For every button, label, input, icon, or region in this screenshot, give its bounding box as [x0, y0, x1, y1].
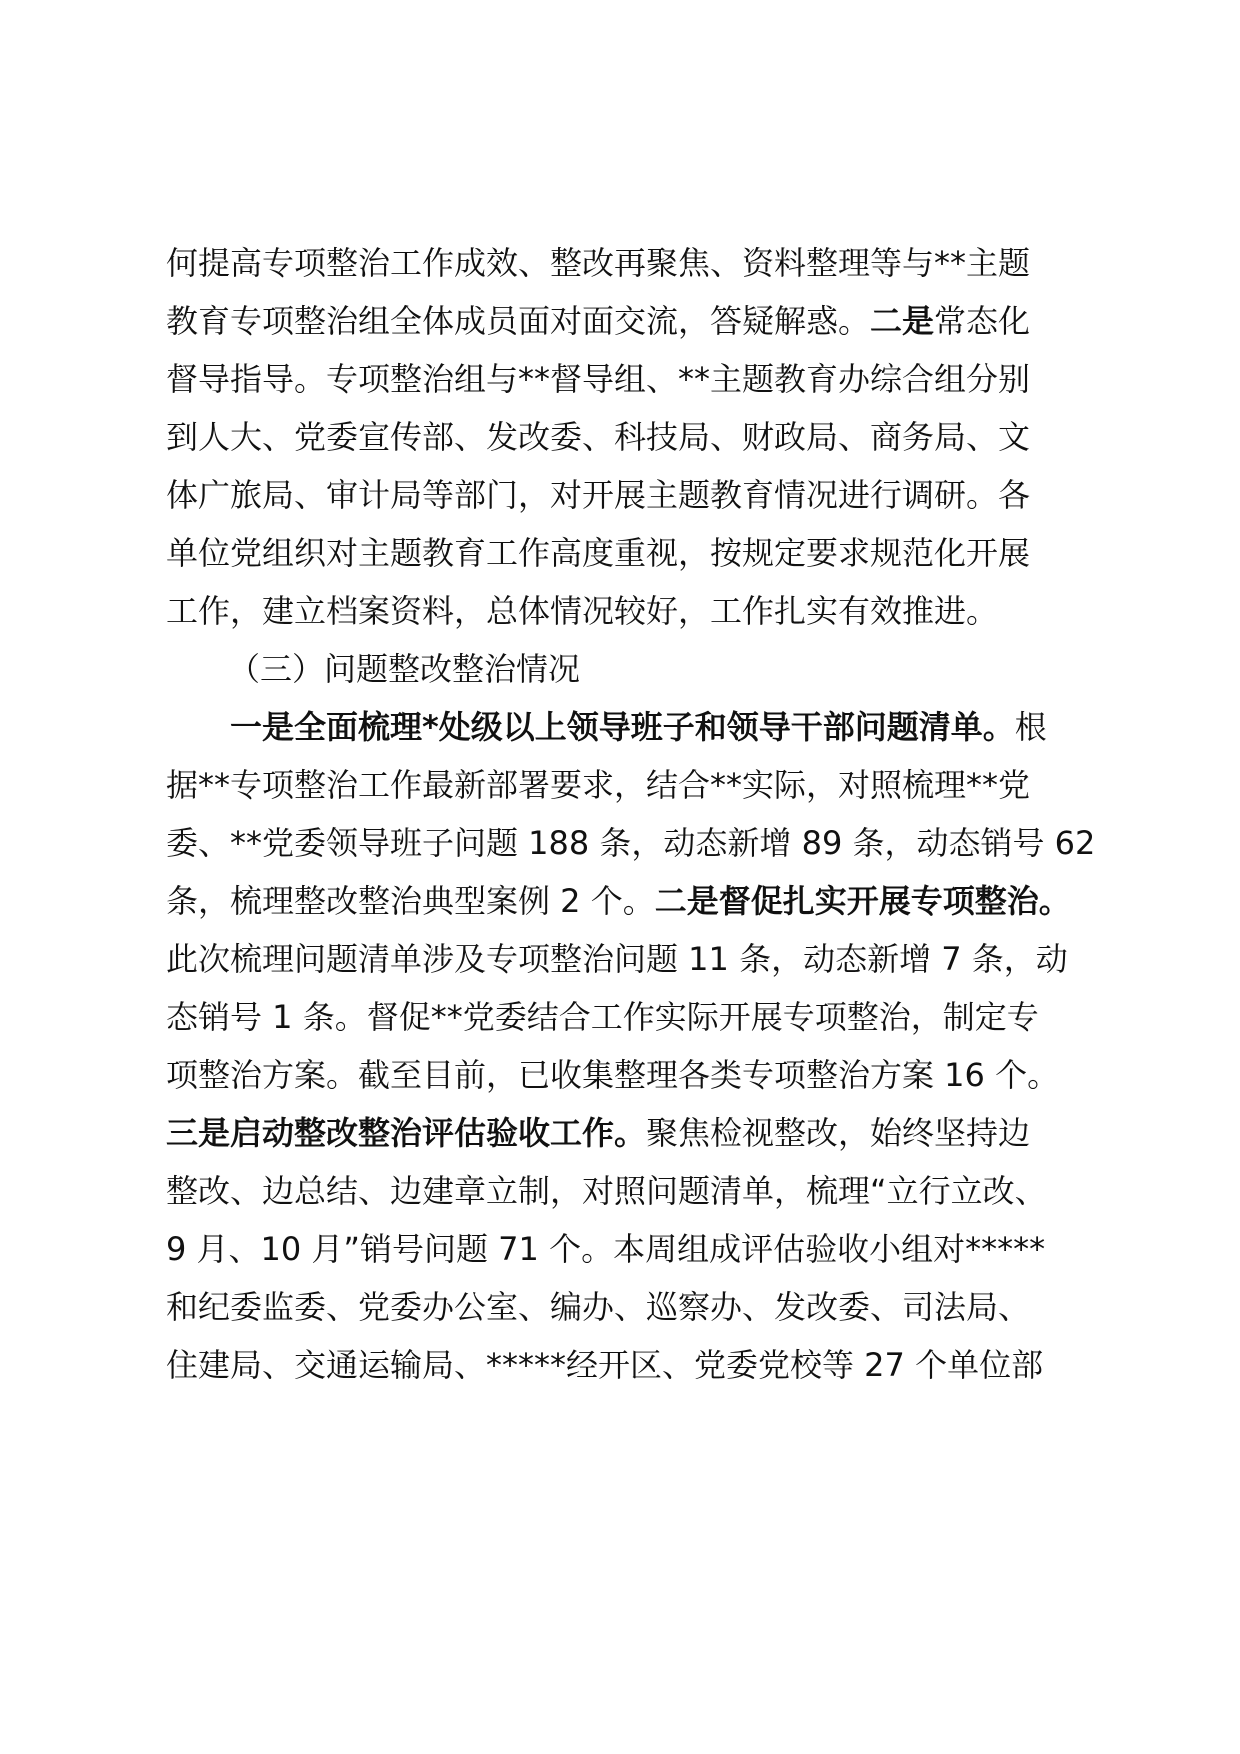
- text-line-11: [166, 820, 1096, 866]
- line-2-text-b: 常态化: [934, 302, 1031, 340]
- line-16-bold-text: 三是启动整改整治评估验收工作。: [166, 1114, 647, 1152]
- text-line-5: [166, 472, 1096, 518]
- line-13-text: 此次梳理问题清单涉及专项整治问题 11 条，动态新增 7 条，动: [166, 940, 1068, 978]
- line-14-text: 态销号 1 条。督促**党委结合工作实际开展专项整治，制定专: [166, 998, 1039, 1036]
- text-line-7: [166, 588, 1096, 634]
- line-15-text: 项整治方案。截至目前，已收集整理各类专项整治方案 16 个。: [166, 1056, 1060, 1094]
- line-16-text: 聚焦检视整改，始终坚持边: [646, 1114, 1031, 1152]
- text-line-9: [230, 704, 1160, 750]
- line-5-text: 体广旅局、审计局等部门，对开展主题教育情况进行调研。各: [166, 476, 1031, 514]
- line-12-bold-text: 二是督促扎实开展专项整治。: [654, 882, 1071, 920]
- text-line-13: [166, 936, 1096, 982]
- line-9-text: 根: [1014, 708, 1047, 746]
- text-line-15: [166, 1052, 1096, 1098]
- text-line-3: [166, 356, 1096, 402]
- text-line-6: [166, 530, 1096, 576]
- text-line-19: [166, 1284, 1096, 1330]
- line-2-bold-marker: 二是: [870, 302, 935, 340]
- line-12-text: 条，梳理整改整治典型案例 2 个。: [166, 882, 655, 920]
- text-line-20: [166, 1342, 1096, 1388]
- line-20-text: 住建局、交通运输局、*****经开区、党委党校等 27 个单位部: [166, 1346, 1044, 1384]
- line-17-text: 整改、边总结、边建章立制，对照问题清单，梳理“立行立改、: [166, 1172, 1047, 1210]
- text-line-10: [166, 762, 1096, 808]
- text-line-1: [166, 240, 1096, 286]
- line-18-text: 9 月、10 月”销号问题 71 个。本周组成评估验收小组对*****: [166, 1230, 1046, 1268]
- line-1-text: 何提高专项整治工作成效、整改再聚焦、资料整理等与**主题: [166, 244, 1031, 282]
- section-heading-text: （三）问题整改整治情况: [228, 650, 581, 688]
- line-6-text: 单位党组织对主题教育工作高度重视，按规定要求规范化开展: [166, 534, 1031, 572]
- text-line-16: [166, 1110, 1096, 1156]
- section-heading: [228, 646, 1158, 692]
- line-19-text: 和纪委监委、党委办公室、编办、巡察办、发改委、司法局、: [166, 1288, 1031, 1326]
- line-9-bold-text: 一是全面梳理*处级以上领导班子和领导干部问题清单。: [230, 708, 1015, 746]
- text-line-12: [166, 878, 1096, 924]
- line-3-text: 督导指导。专项整治组与**督导组、**主题教育办综合组分别: [166, 360, 1031, 398]
- text-line-2: [166, 298, 1096, 344]
- line-7-text: 工作，建立档案资料，总体情况较好，工作扎实有效推进。: [166, 592, 999, 630]
- line-10-text: 据**专项整治工作最新部署要求，结合**实际，对照梳理**党: [166, 766, 1031, 804]
- text-line-4: [166, 414, 1096, 460]
- text-line-14: [166, 994, 1096, 1040]
- text-line-18: [166, 1226, 1096, 1272]
- line-11-text: 委、**党委领导班子问题 188 条，动态新增 89 条，动态销号 62: [166, 824, 1096, 862]
- text-line-17: [166, 1168, 1096, 1214]
- line-2-text-a: 教育专项整治组全体成员面对面交流，答疑解惑。: [166, 302, 871, 340]
- line-4-text: 到人大、党委宣传部、发改委、科技局、财政局、商务局、文: [166, 418, 1031, 456]
